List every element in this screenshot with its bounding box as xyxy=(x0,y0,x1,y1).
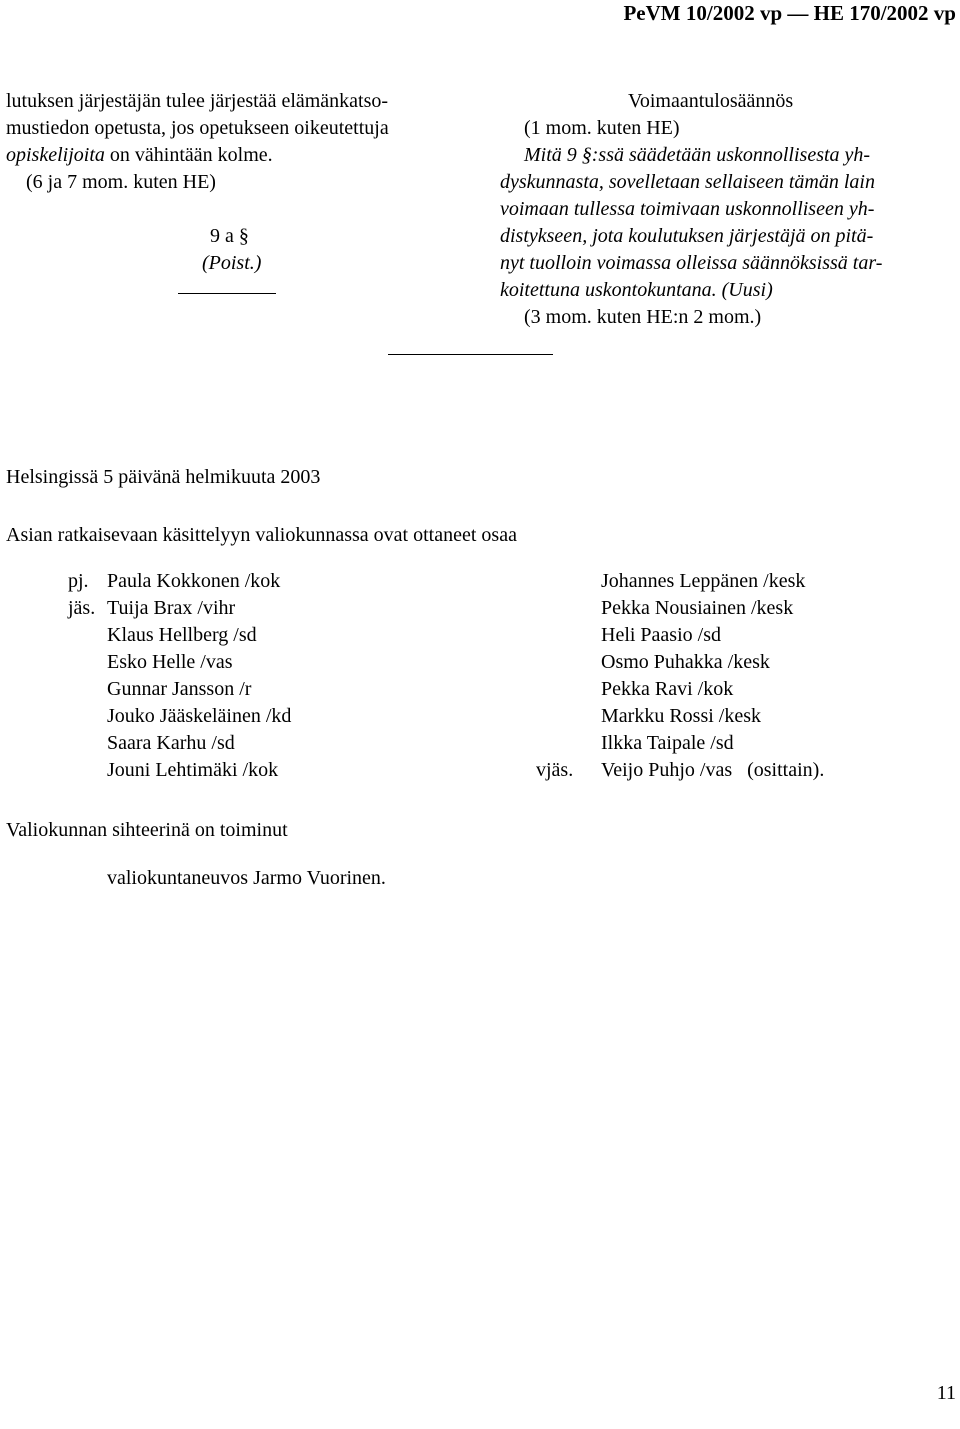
member-name-left: Esko Helle /vas xyxy=(107,651,233,673)
secretary-name: valiokuntaneuvos Jarmo Vuorinen. xyxy=(107,867,386,889)
member-name-right: Osmo Puhakka /kesk xyxy=(601,651,770,673)
member-row xyxy=(0,568,960,595)
member-role-left: pj. xyxy=(68,570,89,592)
transition-para-line-6: koitettuna uskontokuntana. (Uusi) xyxy=(500,279,773,301)
member-name-right: Heli Paasio /sd xyxy=(601,624,721,646)
left-line-1: lutuksen järjestäjän tulee järjestää elämänkatso- xyxy=(6,90,389,112)
end-of-text-divider xyxy=(388,354,553,355)
member-name-left: Paula Kokkonen /kok xyxy=(107,570,281,592)
member-name-left: Jouko Jääskeläinen /kd xyxy=(107,705,292,727)
member-name-right: Johannes Leppänen /kesk xyxy=(601,570,806,592)
member-role-left: jäs. xyxy=(68,597,96,619)
member-row xyxy=(0,757,960,784)
secretary-intro: Valiokunnan sihteerinä on toiminut xyxy=(6,819,288,841)
member-name-right: Markku Rossi /kesk xyxy=(601,705,761,727)
page-header-title: PeVM 10/2002 vp — HE 170/2002 vp xyxy=(623,1,956,25)
member-name-right: Ilkka Taipale /sd xyxy=(601,732,734,754)
left-line-4: (6 ja 7 mom. kuten HE) xyxy=(26,171,216,193)
member-name-left: Klaus Hellberg /sd xyxy=(107,624,257,646)
member-row xyxy=(0,730,960,757)
member-row xyxy=(0,595,960,622)
members-list xyxy=(0,568,960,784)
left-line-3 xyxy=(6,142,476,169)
left-line-3-rest: on vähintään kolme. xyxy=(104,144,273,166)
transition-heading: Voimaantulosäännös xyxy=(628,90,794,112)
right-text-column xyxy=(500,88,960,331)
member-name-left: Gunnar Jansson /r xyxy=(107,678,252,700)
member-row xyxy=(0,703,960,730)
left-section-divider xyxy=(178,293,276,294)
transition-ref-2: (3 mom. kuten HE:n 2 mom.) xyxy=(524,306,762,328)
member-row xyxy=(0,622,960,649)
member-name-left: Jouni Lehtimäki /kok xyxy=(107,759,279,781)
member-name-right: Pekka Ravi /kok xyxy=(601,678,734,700)
transition-para-line-5: nyt tuolloin voimassa olleissa säännöksissä tar- xyxy=(500,252,883,274)
section-number: 9 a § xyxy=(210,225,249,247)
transition-para-line-2: dyskunnasta, sovelletaan sellaiseen tämän lain xyxy=(500,171,875,193)
transition-para-line-4: distykseen, jota koulutuksen järjestäjä on pitä- xyxy=(500,225,874,247)
transition-para-line-1: Mitä 9 §:ssä säädetään uskonnollisesta yh- xyxy=(524,144,871,166)
member-role-right: vjäs. xyxy=(536,759,574,781)
page-number: 11 xyxy=(936,1382,956,1404)
left-line-2: mustiedon opetusta, jos opetukseen oikeutettuja xyxy=(6,117,389,139)
member-row xyxy=(0,676,960,703)
member-name-left: Saara Karhu /sd xyxy=(107,732,235,754)
left-text-column xyxy=(6,88,476,277)
participants-intro: Asian ratkaisevaan käsittelyyn valiokunnassa ovat ottaneet osaa xyxy=(6,524,517,546)
transition-para-line-3: voimaan tullessa toimivaan uskonnolliseen yh- xyxy=(500,198,875,220)
member-name-right: Veijo Puhjo /vas (osittain). xyxy=(601,759,825,781)
left-line-3-italic: opiskelijoita xyxy=(6,144,105,166)
member-name-right: Pekka Nousiainen /kesk xyxy=(601,597,794,619)
member-name-left: Tuija Brax /vihr xyxy=(107,597,236,619)
section-note: (Poist.) xyxy=(202,252,262,274)
member-row xyxy=(0,649,960,676)
place-date: Helsingissä 5 päivänä helmikuuta 2003 xyxy=(6,466,321,488)
transition-ref-1: (1 mom. kuten HE) xyxy=(524,117,680,139)
